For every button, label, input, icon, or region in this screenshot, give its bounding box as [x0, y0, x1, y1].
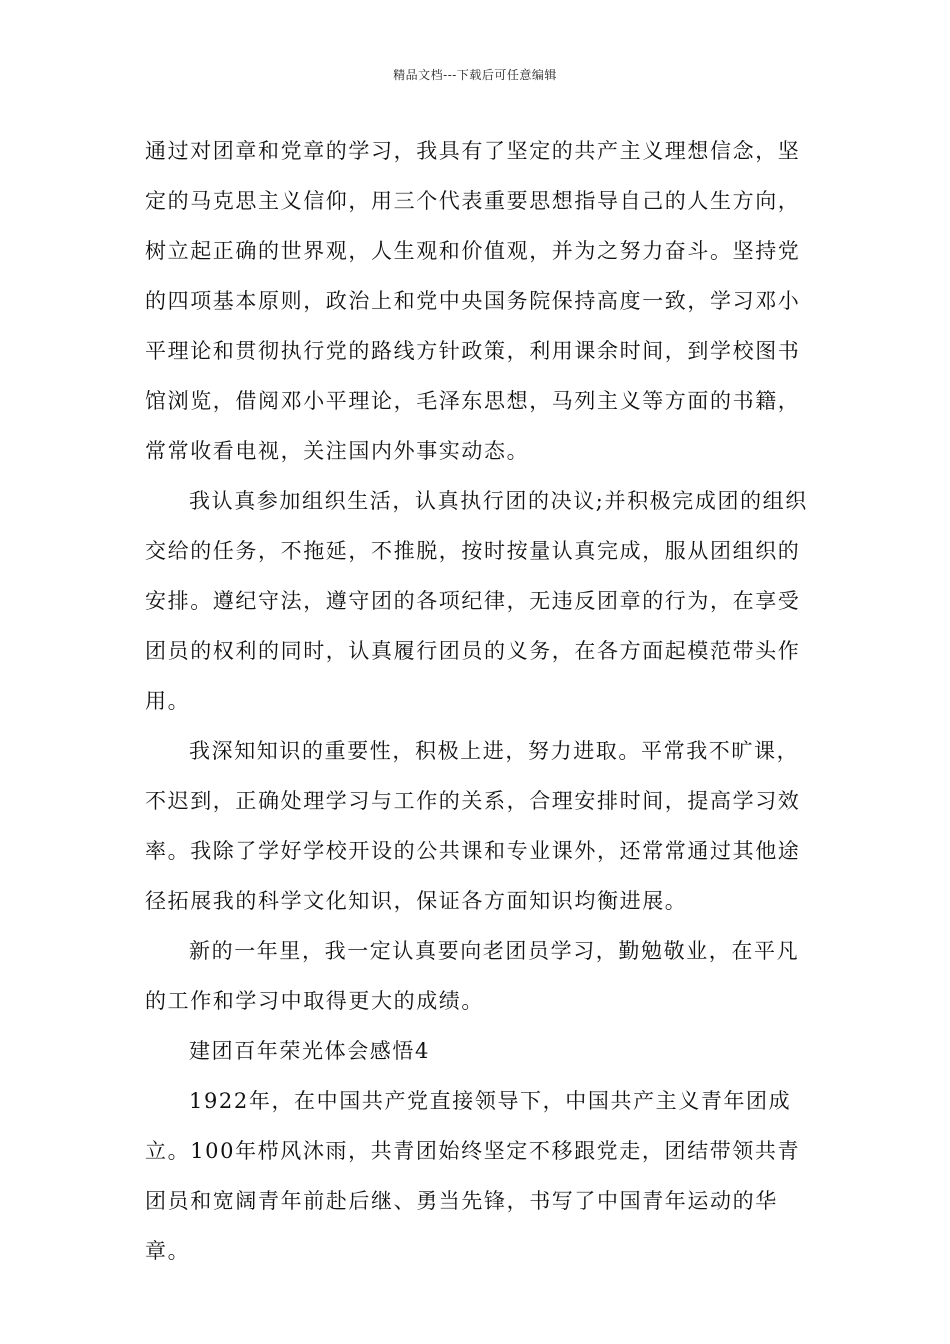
paragraph-organization-life: 我认真参加组织生活，认真执行团的决议;并积极完成团的组织交给的任务，不拖延，不推脱，按时按量认真完成，服从团组织的安排。遵纪守法，遵守团的各项纪律，无违反团章的行为，在享受团员的权利的同时，认真履行团员的义务，在各方面起模范带头作用。 [145, 489, 808, 713]
section-heading: 建团百年荣光体会感悟4 [189, 1039, 430, 1063]
paragraph-history: 1922年，在中国共产党直接领导下，中国共产主义青年团成立。100年栉风沐雨，共青团始终坚定不移跟党走，团结带领共青团员和宽阔青年前赴后继、勇当先锋，书写了中国青年运动的华章。 [145, 1089, 801, 1263]
paragraph-knowledge: 我深知知识的重要性，积极上进，努力进取。平常我不旷课，不迟到，正确处理学习与工作的关系，合理安排时间，提高学习效率。我除了学好学校开设的公共课和专业课外，还常常通过其他途径拓展我的科学文化知识，保证各方面知识均衡进展。 [145, 739, 801, 913]
paragraph-new-year: 新的一年里，我一定认真要向老团员学习，勤勉敬业，在平凡的工作和学习中取得更大的成绩。 [145, 939, 800, 1013]
document-body [145, 126, 815, 1276]
page-header: 精品文档---下载后可任意编辑 [393, 68, 557, 82]
paragraph-study-beliefs: 通过对团章和党章的学习，我具有了坚定的共产主义理想信念，坚定的马克思主义信仰，用三个代表重要思想指导自己的人生方向，树立起正确的世界观，人生观和价值观，并为之努力奋斗。坚持党的四项基本原则，政治上和党中央国务院保持高度一致，学习邓小平理论和贯彻执行党的路线方针政策，利用课余时间，到学校图书馆浏览，借阅邓小平理论，毛泽东思想，马列主义等方面的书籍，常常收看电视，关注国内外事实动态。 [145, 139, 801, 463]
